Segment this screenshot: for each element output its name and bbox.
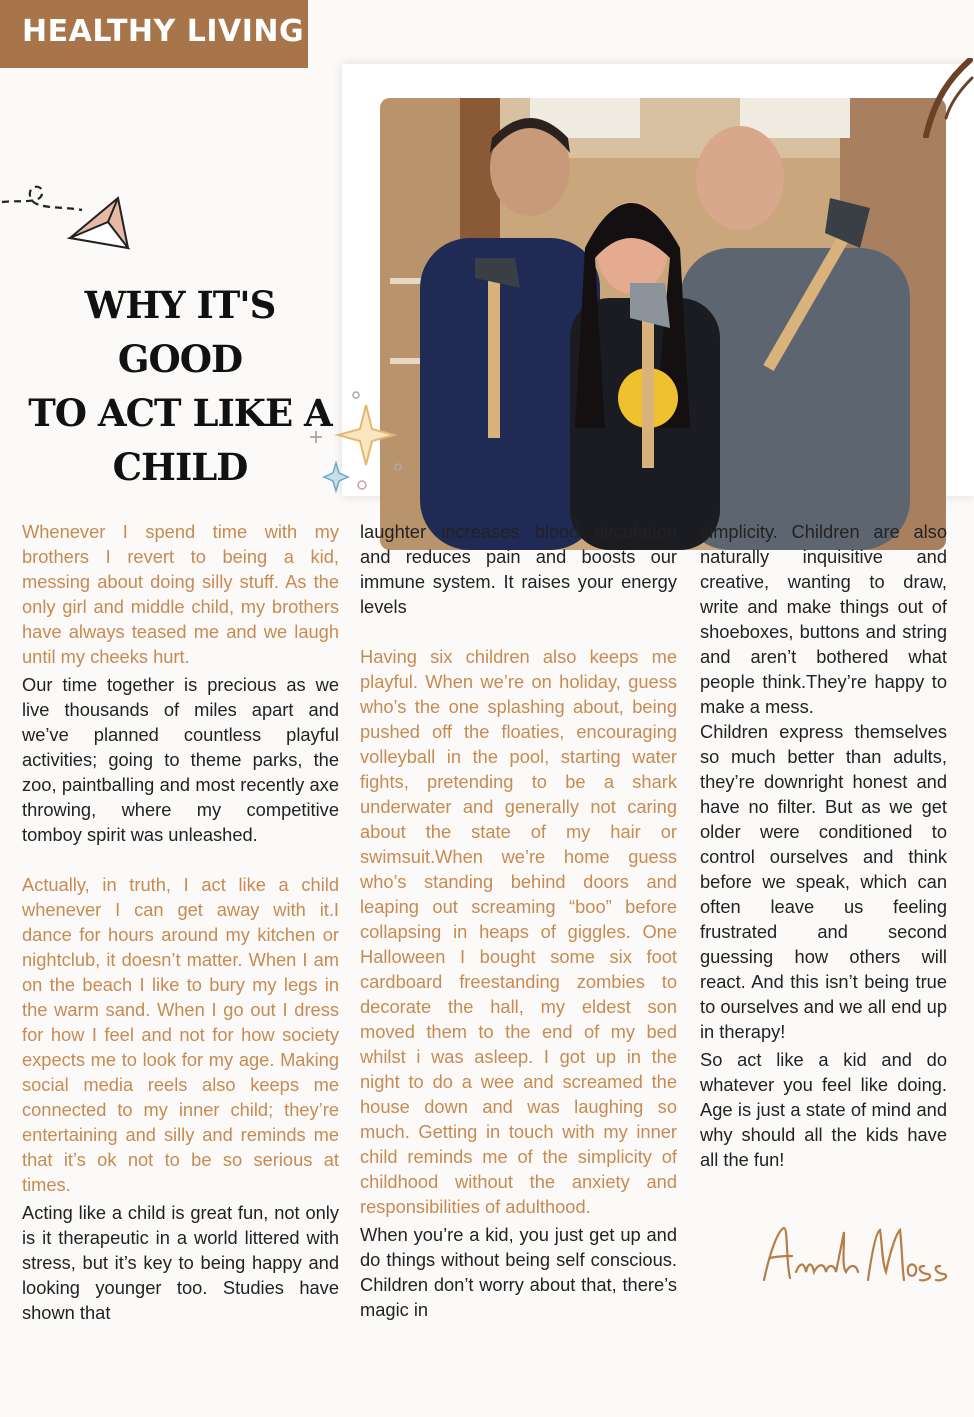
paragraph: Whenever I spend time with my brothers I revert to being a kid, messing about doing silly stuff. As the only girl and middle child, my brothers have always teased me and we laugh until my cheeks hurt. [22,521,339,667]
sparkle-stars-icon [300,385,410,495]
author-signature [756,1222,956,1292]
paragraph: Children express themselves so much better than adults, they’re downright honest and have no filter. But as we get older were conditioned to control ourselves and think before we speak, which can often leave us feeling frustrated and second guessing how others will react. And this isn’t being true to ourselves and we all end up in therapy! [700,721,947,1042]
brush-swoosh-icon [920,58,974,138]
section-label: HEALTHY LIVING [0,0,308,68]
headline-line-2: TO ACT LIKE A [28,391,332,435]
paper-plane-icon [0,180,140,260]
paragraph: simplicity. Children are also naturally inquisitive and creative, wanting to draw, write and make things out of shoeboxes, buttons and string and aren’t bothered what people think.They’re happy to make a mess. [700,521,947,717]
article-column-3 [700,519,947,1172]
paragraph: So act like a kid and do whatever you feel like doing. Age is just a state of mind and why should all the kids have all the fun! [700,1049,947,1170]
photo-frame [342,64,974,496]
headline-line-1: WHY IT'S GOOD [84,283,276,381]
paragraph: Having six children also keeps me playful. When we’re on holiday, guess who’s the one splashing about, being pushed off the floaties, encouraging volleyball in the pool, starting water fights, pretending to be a shark underwater and generally not caring about the state of my hair or swimsuit.When we’re home guess who’s standing behind doors and leaping out screaming “boo” before collapsing in heaps of giggles. One Halloween I bought some six foot cardboard freestanding zombies to decorate the hall, my eldest son moved them to the end of my bed whilst i was asleep. I got up in the night to do a wee and screamed the house down and was laughing so much. Getting in touch with my inner child reminds me of the simplicity of childhood without the anxiety and responsibilities of adulthood. [360,646,677,1217]
paragraph: Acting like a child is great fun, not only is it therapeutic in a world littered with stress, but it’s key to being happy and looking younger too. Studies have shown that [22,1202,339,1323]
axe-throwing-photo [380,98,946,550]
paragraph: Our time together is precious as we live thousands of miles apart and we’ve planned countless playful activities; going to theme parks, the zoo, paintballing and most recently axe throwing, where my competitive tomboy spirit was unleashed. [22,674,339,845]
article-column-2 [360,519,677,1322]
paragraph: laughter increases blood circulation and reduces pain and boosts our immune system. It raises your energy levels [360,521,677,617]
article-column-1 [22,519,339,1325]
paragraph: When you’re a kid, you just get up and do things without being self conscious. Children don’t worry about that, there’s magic in [360,1224,677,1320]
headline [20,278,340,494]
headline-line-3: CHILD [112,445,248,489]
paragraph: Actually, in truth, I act like a child whenever I can get away with it.I dance for hours around my kitchen or nightclub, it doesn’t matter. When I am on the beach I like to bury my legs in the warm sand. When I go out I dress for how I feel and not for how society expects me to look for my age. Making social media reels also keeps me connected to my inner child; they’re entertaining and silly and reminds me that it’s ok not to be so serious at times. [22,874,339,1195]
